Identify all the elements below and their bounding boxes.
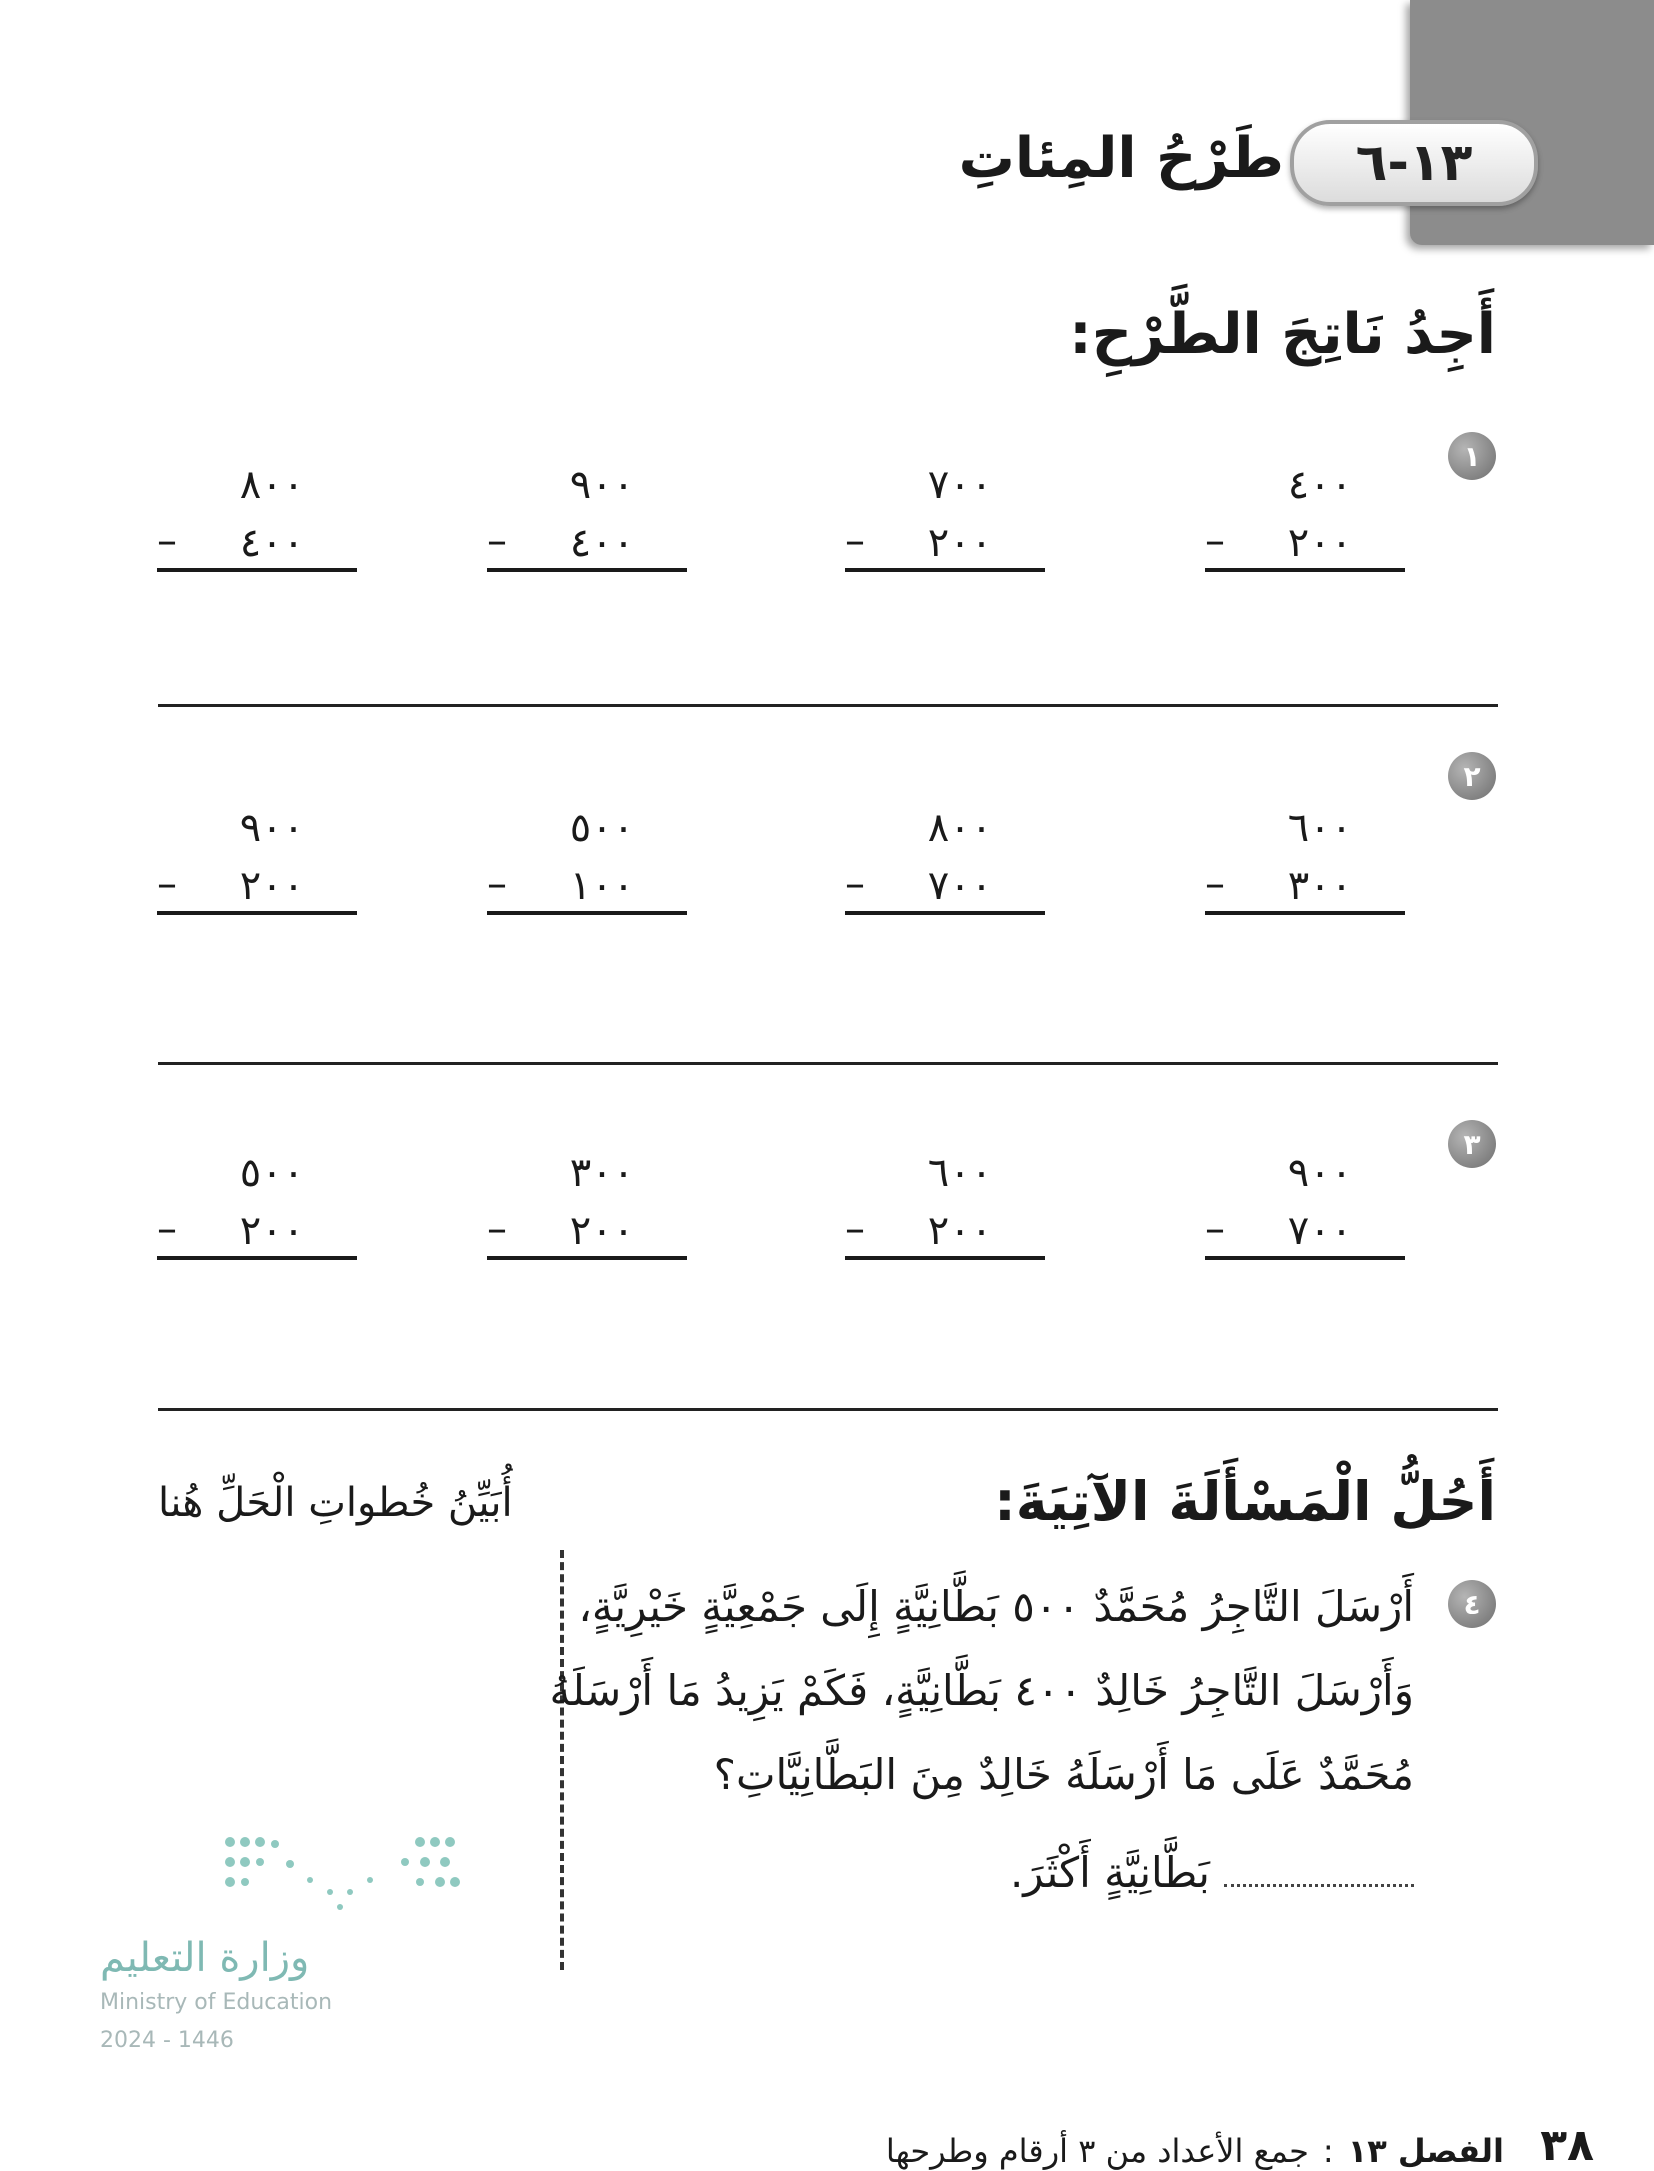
- minus-sign: –: [157, 518, 177, 564]
- minuend: ٧٠٠: [927, 462, 993, 508]
- subtraction-problem: [845, 462, 1045, 572]
- section-divider: [158, 1062, 1498, 1065]
- minus-sign: –: [157, 861, 177, 907]
- word-problem-line: وَأَرْسَلَ التَّاجِرُ خَالِدٌ ٤٠٠ بَطَّانِيَّةٍ، فَكَمْ يَزِيدُ مَا أَرْسَلَهُ: [549, 1666, 1414, 1715]
- page-footer: [886, 2132, 1504, 2170]
- minus-sign: –: [487, 518, 507, 564]
- minus-sign: –: [845, 518, 865, 564]
- subtrahend: ٤٠٠: [569, 520, 635, 566]
- subtraction-problem: [1205, 462, 1405, 572]
- minuend: ٦٠٠: [1287, 805, 1353, 851]
- answer-line[interactable]: [157, 911, 357, 915]
- ministry-name-arabic: وزارة التعليم: [100, 1935, 310, 1981]
- minus-sign: –: [1205, 861, 1225, 907]
- minuend: ٥٠٠: [569, 805, 635, 851]
- answer-line[interactable]: [487, 911, 687, 915]
- subtrahend: ٢٠٠: [569, 1208, 635, 1254]
- answer-line[interactable]: [487, 1256, 687, 1260]
- section-divider: [158, 1408, 1498, 1411]
- minuend: ٦٠٠: [927, 1150, 993, 1196]
- minus-sign: –: [1205, 1206, 1225, 1252]
- page-number: ٣٨: [1540, 2120, 1594, 2171]
- word-problem-heading: أَحُلُّ الْمَسْأَلَةَ الآتِيَةَ:: [994, 1470, 1496, 1533]
- minus-sign: –: [845, 861, 865, 907]
- footer-chapter: الفصل ١٣: [1347, 2132, 1504, 2170]
- subtraction-problem: [157, 805, 357, 915]
- answer-line[interactable]: [845, 911, 1045, 915]
- subtrahend: ٤٠٠: [239, 520, 305, 566]
- footer-topic: جمع الأعداد من ٣ أرقام وطرحها: [885, 2132, 1309, 2170]
- subtraction-problem: [1205, 1150, 1405, 1260]
- answer-suffix: بَطَّانِيَّةٍ أَكْثَرَ.: [1009, 1848, 1210, 1897]
- minus-sign: –: [487, 1206, 507, 1252]
- subtrahend: ٧٠٠: [1287, 1208, 1353, 1254]
- subtraction-problem: [487, 805, 687, 915]
- solution-steps-label: أُبَيِّنُ خُطواتِ الْحَلِّ هُنا: [158, 1480, 513, 1526]
- word-problem-line: أَرْسَلَ التَّاجِرُ مُحَمَّدٌ ٥٠٠ بَطَّانِيَّةٍ إِلَى جَمْعِيَّةٍ خَيْرِيَّةٍ،: [578, 1582, 1414, 1631]
- ministry-year: 2024 - 1446: [100, 2028, 234, 2053]
- answer-line[interactable]: [487, 568, 687, 572]
- subtrahend: ٢٠٠: [927, 520, 993, 566]
- word-problem-text: [534, 1565, 1414, 1817]
- ministry-name-english: Ministry of Education: [100, 1990, 333, 2015]
- minus-sign: –: [157, 1206, 177, 1252]
- ministry-logo-icon: [220, 1832, 470, 1922]
- minuend: ٩٠٠: [569, 462, 635, 508]
- instruction-heading: أَجِدُ نَاتِجَ الطَّرْحِ:: [1069, 302, 1496, 367]
- question-number-4: ٤: [1448, 1580, 1496, 1628]
- answer-line[interactable]: [845, 568, 1045, 572]
- minus-sign: –: [845, 1206, 865, 1252]
- subtraction-problem: [157, 462, 357, 572]
- lesson-number-badge: ١٣-٦: [1290, 120, 1538, 206]
- subtrahend: ٣٠٠: [1287, 863, 1353, 909]
- subtraction-problem: [845, 805, 1045, 915]
- subtrahend: ٢٠٠: [1287, 520, 1353, 566]
- subtrahend: ٢٠٠: [239, 863, 305, 909]
- minuend: ٨٠٠: [239, 462, 305, 508]
- subtrahend: ٢٠٠: [239, 1208, 305, 1254]
- question-number-1: ١: [1448, 432, 1496, 480]
- footer-separator: :: [1322, 2132, 1334, 2170]
- minuend: ٩٠٠: [1287, 1150, 1353, 1196]
- question-number-3: ٣: [1448, 1120, 1496, 1168]
- minuend: ٤٠٠: [1287, 462, 1353, 508]
- subtraction-problem: [845, 1150, 1045, 1260]
- lesson-title: طَرْحُ المِئاتِ: [958, 126, 1284, 191]
- answer-line[interactable]: [157, 1256, 357, 1260]
- answer-line[interactable]: [157, 568, 357, 572]
- minuend: ٥٠٠: [239, 1150, 305, 1196]
- section-divider: [158, 704, 1498, 707]
- minuend: ٨٠٠: [927, 805, 993, 851]
- answer-line[interactable]: [845, 1256, 1045, 1260]
- subtrahend: ٧٠٠: [927, 863, 993, 909]
- minuend: ٩٠٠: [239, 805, 305, 851]
- minuend: ٣٠٠: [569, 1150, 635, 1196]
- subtrahend: ١٠٠: [569, 863, 635, 909]
- subtraction-problem: [157, 1150, 357, 1260]
- minus-sign: –: [487, 861, 507, 907]
- answer-blank[interactable]: [1224, 1882, 1414, 1887]
- answer-line[interactable]: [1205, 1256, 1405, 1260]
- word-problem-line: مُحَمَّدٌ عَلَى مَا أَرْسَلَهُ خَالِدٌ مِنَ البَطَّانِيَّاتِ؟: [713, 1750, 1414, 1799]
- answer-row: [1010, 1848, 1414, 1897]
- minus-sign: –: [1205, 518, 1225, 564]
- subtrahend: ٢٠٠: [927, 1208, 993, 1254]
- answer-line[interactable]: [1205, 911, 1405, 915]
- question-number-2: ٢: [1448, 752, 1496, 800]
- subtraction-problem: [1205, 805, 1405, 915]
- subtraction-problem: [487, 1150, 687, 1260]
- answer-line[interactable]: [1205, 568, 1405, 572]
- subtraction-problem: [487, 462, 687, 572]
